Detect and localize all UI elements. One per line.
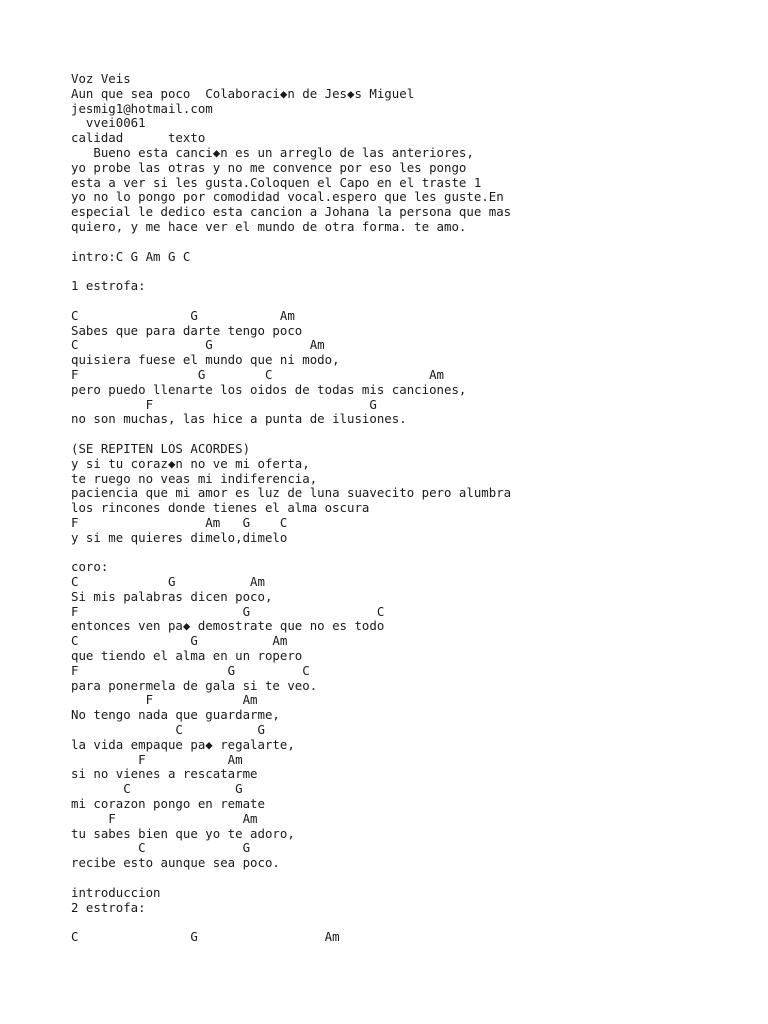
text-line: y si me quieres dimelo,dimelo [71,529,288,545]
text-line: F G C [71,662,310,678]
text-line: F Am [71,810,258,826]
text-line [71,294,511,309]
text-line: para ponermela de gala si te veo. [71,677,318,693]
text-line: Si mis palabras dicen poco, [71,588,273,604]
text-line [71,915,511,930]
text-line: introduccion [71,884,161,900]
chord-sheet-text [71,72,511,945]
text-line [71,427,511,442]
text-line: quisiera fuese el mundo que ni modo, [71,352,340,368]
text-line: tu sabes bien que yo te adoro, [71,825,295,841]
text-line: vvei0061 [71,115,146,131]
text-line [71,546,511,561]
text-line: Aun que sea poco Colaboraci◆n de Jes◆s Miguel [71,85,415,101]
text-line: C G Am [71,574,265,590]
text-line: 1 estrofa: [71,278,146,294]
text-line: F G C [71,603,385,619]
text-line: C G Am [71,633,288,649]
text-line: especial le dedico esta cancion a Johana la persona que mas [71,204,512,220]
text-line: Sabes que para darte tengo poco [71,322,303,338]
text-line: (SE REPITEN LOS ACORDES) [71,440,251,456]
text-line: F Am G C [71,514,288,530]
text-line: yo probe las otras y no me convence por eso les pongo [71,159,467,175]
text-line: F G [71,396,377,412]
text-line: esta a ver si les gusta.Coloquen el Capo en el traste 1 [71,174,482,190]
text-line: F Am [71,692,258,708]
text-line: 2 estrofa: [71,899,146,915]
text-line: los rincones donde tienes el alma oscura [71,500,370,516]
text-line: pero puedo llenarte los oidos de todas mis canciones, [71,381,467,397]
text-line: coro: [71,559,109,575]
text-line: te ruego no veas mi indiferencia, [71,470,318,486]
text-line: entonces ven pa◆ demostrate que no es todo [71,618,385,634]
text-line: C G Am [71,307,295,323]
text-line: C G [71,781,243,797]
text-line: no son muchas, las hice a punta de ilusiones. [71,411,407,427]
text-line: No tengo nada que guardarme, [71,707,280,723]
text-line: C G [71,840,251,856]
text-line: C G Am [71,337,325,353]
text-line: calidad texto [71,130,206,146]
text-line: y si tu coraz◆n no ve mi oferta, [71,455,310,471]
text-line: intro:C G Am G C [71,248,191,264]
text-line: F Am [71,751,243,767]
text-line: la vida empaque pa◆ regalarte, [71,736,295,752]
text-line: jesmig1@hotmail.com [71,100,213,116]
text-line: C G Am [71,929,340,945]
text-line: Bueno esta canci◆n es un arreglo de las anteriores, [71,144,474,160]
text-line: mi corazon pongo en remate [71,796,265,812]
text-line: Voz Veis [71,71,131,86]
text-line [71,235,511,250]
text-line [71,264,511,279]
text-line: paciencia que mi amor es luz de luna suavecito pero alumbra [71,485,512,501]
text-line: quiero, y me hace ver el mundo de otra forma. te amo. [71,218,467,234]
text-line: F G C Am [71,366,444,382]
text-line: yo no lo pongo por comodidad vocal.espero que les guste.En [71,189,504,205]
text-line: C G [71,722,265,738]
text-line [71,871,511,886]
text-line: recibe esto aunque sea poco. [71,855,280,871]
text-line: si no vienes a rescatarme [71,766,258,782]
text-line: que tiendo el alma en un ropero [71,648,303,664]
